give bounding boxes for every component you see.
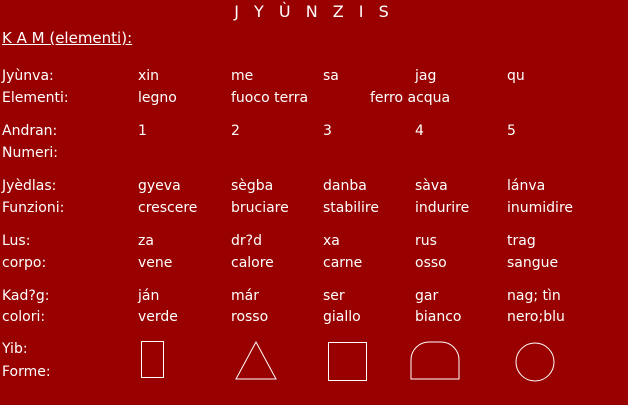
translation-cell: stabilire xyxy=(323,200,379,216)
row-label-funzioni: Funzioni: xyxy=(2,200,65,216)
row-label-elementi: Elementi: xyxy=(2,90,69,106)
translation-cell: osso xyxy=(415,255,447,271)
translation-cell: vene xyxy=(138,255,173,271)
translation-cell: rosso xyxy=(231,309,269,325)
term-cell: már xyxy=(231,288,259,304)
term-cell: dr?d xyxy=(231,233,262,249)
translation-cell: fuoco terra xyxy=(231,90,309,106)
term-cell: jag xyxy=(415,68,437,84)
translation-cell: legno xyxy=(138,90,177,106)
term-cell: ján xyxy=(138,288,160,304)
term-cell: sa xyxy=(323,68,339,84)
term-cell: trag xyxy=(507,233,536,249)
term-cell: gar xyxy=(415,288,439,304)
term-cell: sàva xyxy=(415,178,448,194)
term-cell: gyeva xyxy=(138,178,181,194)
term-cell: me xyxy=(231,68,254,84)
term-cell: rus xyxy=(415,233,437,249)
translation-cell: inumidire xyxy=(507,200,574,216)
rectangle-shape xyxy=(140,340,166,380)
row-label-colori: colori: xyxy=(2,309,46,325)
translation-cell: calore xyxy=(231,255,274,271)
term-cell: 3 xyxy=(323,123,332,139)
row-label-jyunva: Jyùnva: xyxy=(2,68,54,84)
row-label-numeri: Numeri: xyxy=(2,145,58,161)
row-label-forme: Forme: xyxy=(2,364,51,380)
term-cell: 2 xyxy=(231,123,240,139)
circle-shape xyxy=(513,341,557,383)
translation-cell: crescere xyxy=(138,200,198,216)
arch-shape xyxy=(409,340,461,382)
translation-cell: indurire xyxy=(415,200,470,216)
translation-cell: carne xyxy=(323,255,363,271)
term-cell: 1 xyxy=(138,123,147,139)
term-cell: xa xyxy=(323,233,340,249)
term-cell: 4 xyxy=(415,123,424,139)
term-cell: xin xyxy=(138,68,160,84)
row-label-yib: Yib: xyxy=(2,341,28,357)
section-heading: K A M (elementi): xyxy=(2,29,133,47)
translation-cell: ferro acqua xyxy=(370,90,451,106)
row-label-jyedlas: Jyèdlas: xyxy=(2,178,57,194)
term-cell: qu xyxy=(507,68,525,84)
square-shape xyxy=(327,341,369,383)
triangle-shape xyxy=(233,340,279,382)
translation-cell: giallo xyxy=(323,309,361,325)
translation-cell: bruciare xyxy=(231,200,289,216)
term-cell: nag; tìn xyxy=(507,288,561,304)
term-cell: danba xyxy=(323,178,367,194)
row-label-corpo: corpo: xyxy=(2,255,47,271)
translation-cell: nero;blu xyxy=(507,309,565,325)
term-cell: 5 xyxy=(507,123,516,139)
translation-cell: bianco xyxy=(415,309,462,325)
translation-cell: verde xyxy=(138,309,178,325)
row-label-lus: Lus: xyxy=(2,233,31,249)
row-label-andran: Andran: xyxy=(2,123,58,139)
term-cell: ser xyxy=(323,288,345,304)
term-cell: za xyxy=(138,233,154,249)
term-cell: sègba xyxy=(231,178,274,194)
row-label-kadg: Kad?g: xyxy=(2,288,50,304)
page-title: J Y Ù N Z I S xyxy=(234,2,394,21)
term-cell: lánva xyxy=(507,178,546,194)
translation-cell: sangue xyxy=(507,255,559,271)
